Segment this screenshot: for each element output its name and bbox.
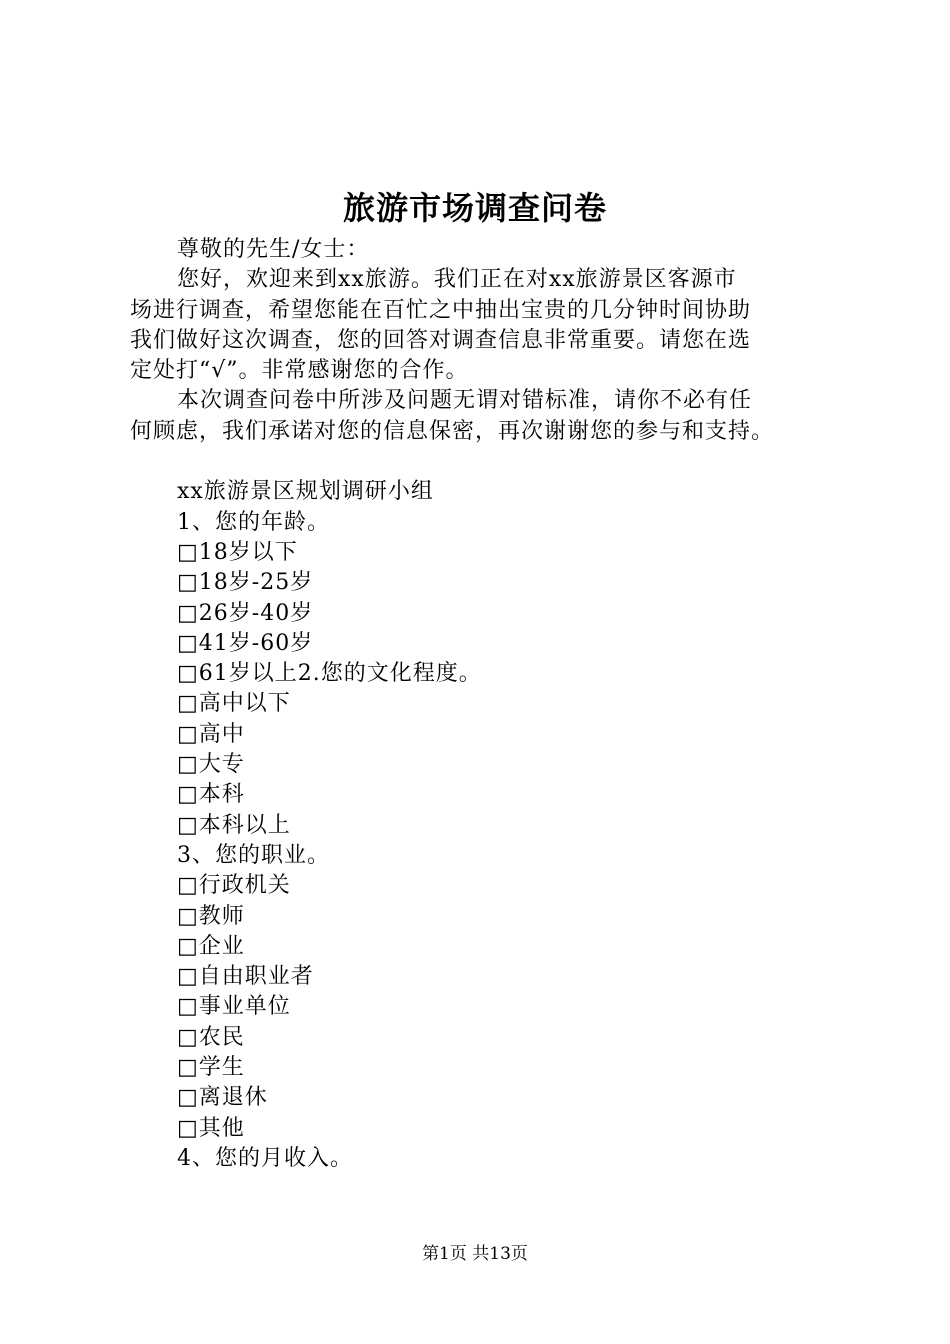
option-checkbox[interactable]: □61岁以上2.您的文化程度。 — [177, 661, 482, 687]
option-checkbox[interactable]: □26岁-40岁 — [177, 600, 314, 626]
option-checkbox[interactable]: □本科 — [177, 782, 245, 808]
option-checkbox[interactable]: □离退休 — [177, 1085, 268, 1111]
option-checkbox[interactable]: □高中 — [177, 721, 245, 747]
intro-line: 我们做好这次调查，您的回答对调查信息非常重要。请您在选 — [130, 327, 752, 353]
intro-line: 您好，欢迎来到xx旅游。我们正在对xx旅游景区客源市 — [177, 267, 737, 293]
option-checkbox[interactable]: □18岁以下 — [177, 539, 298, 565]
option-checkbox[interactable]: □18岁-25岁 — [177, 570, 314, 596]
signature: xx旅游景区规划调研小组 — [177, 479, 434, 505]
document-title: 旅游市场调查问卷 — [342, 189, 607, 227]
option-checkbox[interactable]: □农民 — [177, 1024, 245, 1050]
option-checkbox[interactable]: □自由职业者 — [177, 964, 314, 990]
option-checkbox[interactable]: □41岁-60岁 — [177, 630, 314, 656]
question-heading: 1、您的年龄。 — [177, 509, 330, 535]
option-checkbox[interactable]: □企业 — [177, 933, 245, 959]
option-checkbox[interactable]: □本科以上 — [177, 812, 291, 838]
option-checkbox[interactable]: □其他 — [177, 1115, 245, 1141]
option-checkbox[interactable]: □教师 — [177, 903, 245, 929]
option-checkbox[interactable]: □事业单位 — [177, 994, 291, 1020]
question-heading: 3、您的职业。 — [177, 842, 330, 868]
document-body — [130, 235, 835, 1174]
intro-line: 定处打“√”。非常感谢您的合作。 — [130, 358, 469, 384]
option-checkbox[interactable]: □学生 — [177, 1055, 245, 1081]
option-checkbox[interactable]: □大专 — [177, 752, 245, 778]
option-checkbox[interactable]: □行政机关 — [177, 873, 291, 899]
page-number: 第1页 共13页 — [422, 1244, 528, 1264]
option-checkbox[interactable]: □高中以下 — [177, 691, 291, 717]
intro-line: 场进行调查，希望您能在百忙之中抽出宝贵的几分钟时间协助 — [130, 297, 752, 323]
notice-line: 本次调查问卷中所涉及问题无谓对错标准，请你不必有任 — [177, 388, 753, 414]
greeting: 尊敬的先生/女士： — [177, 237, 370, 262]
notice-line: 何顾虑，我们承诺对您的信息保密，再次谢谢您的参与和支持。 — [130, 418, 775, 444]
blank-line — [130, 447, 835, 477]
question-heading: 4、您的月收入。 — [177, 1145, 353, 1171]
